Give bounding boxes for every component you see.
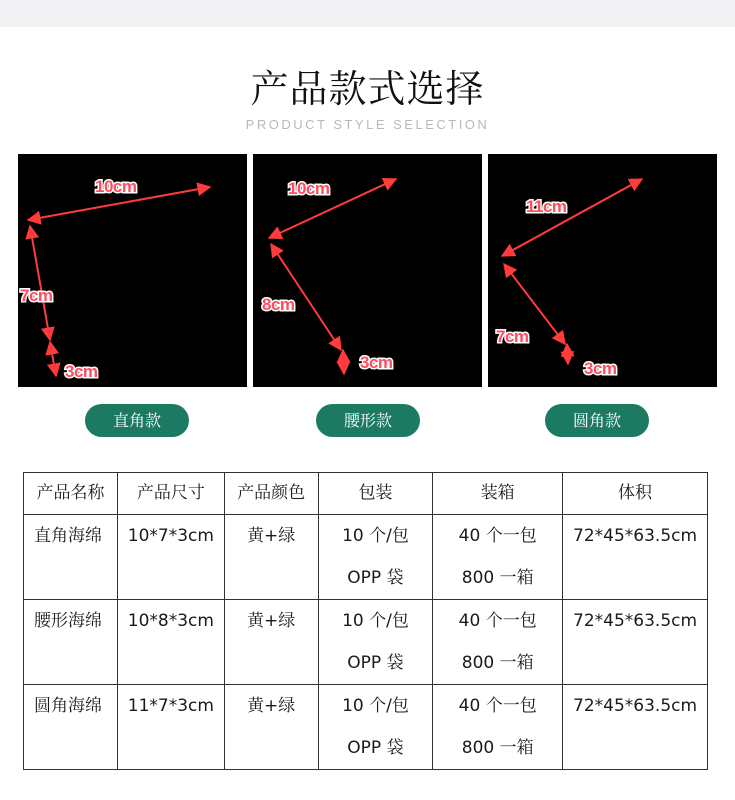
thickness-arrow (343, 350, 344, 374)
header-cell: 装箱 (433, 473, 563, 515)
product-color-cell: 黄+绿 (224, 515, 318, 600)
length-label: 10cm (288, 179, 330, 198)
product-name-cell: 直角海绵 (24, 515, 118, 600)
product-size-cell: 10*7*3cm (117, 515, 224, 600)
dimension-diagram (18, 154, 247, 387)
length-label: 10cm (95, 177, 137, 196)
thickness-arrow (567, 344, 568, 364)
width-label: 7cm (496, 327, 529, 346)
style-image-right-angle (18, 154, 247, 387)
top-band (0, 0, 735, 27)
product-name-cell: 圆角海绵 (24, 685, 118, 770)
packaging-cell: 10 个/包 OPP 袋 (318, 685, 433, 770)
width-label: 7cm (20, 286, 53, 305)
thickness-arrow (50, 342, 56, 376)
page-title: 产品款式选择 (250, 67, 485, 111)
table-row (24, 515, 708, 600)
boxing-cell: 40 个一包 800 一箱 (433, 515, 563, 600)
table-row (24, 685, 708, 770)
product-name-cell: 腰形海绵 (24, 600, 118, 685)
boxing-cell: 40 个一包 800 一箱 (433, 600, 563, 685)
volume-cell: 72*45*63.5cm (563, 685, 708, 770)
volume-cell: 72*45*63.5cm (563, 600, 708, 685)
header-cell: 体积 (563, 473, 708, 515)
style-image-waist (253, 154, 482, 387)
width-label: 8cm (262, 295, 295, 314)
style-button-round-corner[interactable]: 圆角款 (545, 404, 649, 437)
thickness-label: 3cm (360, 353, 393, 372)
spec-table (23, 472, 708, 770)
length-arrow (502, 179, 642, 256)
product-color-cell: 黄+绿 (224, 600, 318, 685)
product-color-cell: 黄+绿 (224, 685, 318, 770)
header-cell: 包装 (318, 473, 433, 515)
table-row (24, 600, 708, 685)
product-size-cell: 10*8*3cm (117, 600, 224, 685)
thickness-label: 3cm (584, 359, 617, 378)
dimension-diagram (253, 154, 482, 387)
style-button-waist[interactable]: 腰形款 (316, 404, 420, 437)
table-header-row (24, 473, 708, 515)
thickness-label: 3cm (65, 362, 98, 381)
volume-cell: 72*45*63.5cm (563, 515, 708, 600)
dimension-diagram (488, 154, 717, 387)
header-cell: 产品尺寸 (117, 473, 224, 515)
header-cell: 产品颜色 (224, 473, 318, 515)
packaging-cell: 10 个/包 OPP 袋 (318, 515, 433, 600)
style-image-round-corner (488, 154, 717, 387)
page-subtitle: PRODUCT STYLE SELECTION (245, 117, 490, 132)
style-button-right-angle[interactable]: 直角款 (85, 404, 189, 437)
boxing-cell: 40 个一包 800 一箱 (433, 685, 563, 770)
header-cell: 产品名称 (24, 473, 118, 515)
packaging-cell: 10 个/包 OPP 袋 (318, 600, 433, 685)
product-size-cell: 11*7*3cm (117, 685, 224, 770)
width-arrow (30, 226, 50, 340)
length-label: 11cm (526, 197, 567, 216)
